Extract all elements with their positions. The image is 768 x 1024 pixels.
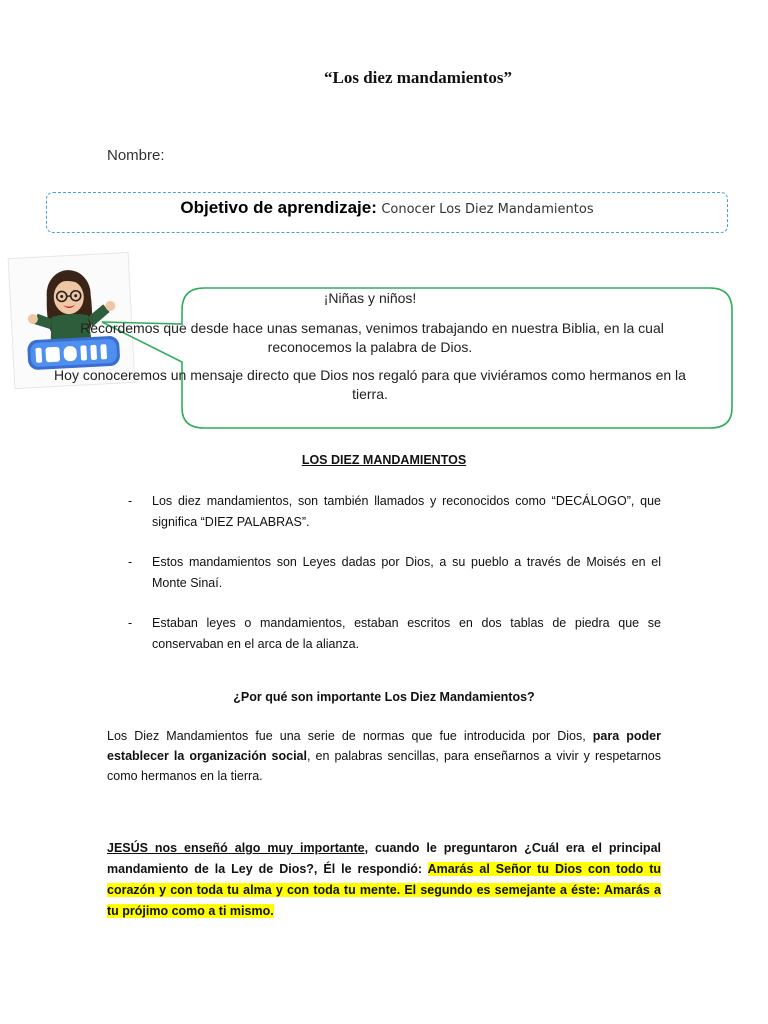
bubble-greeting: ¡Niñas y niños! — [323, 290, 417, 306]
bullet-list — [128, 491, 661, 674]
section-title: LOS DIEZ MANDAMIENTOS — [301, 453, 467, 467]
objective-label: Objetivo de aprendizaje: — [180, 198, 377, 217]
bullet-dash: - — [128, 555, 133, 569]
paragraph-part-2: , en palabras sencillas, para enseñarnos a vivir y respetarnos como hermanos en la tierra. — [107, 749, 661, 783]
list-item — [128, 552, 661, 594]
bubble-line-2: reconocemos la palabra de Dios. — [267, 339, 473, 355]
question-heading: ¿Por qué son importante Los Diez Mandamientos? — [233, 690, 535, 704]
document-title: “Los diez mandamientos” — [324, 68, 512, 87]
paragraph-part-1: Los Diez Mandamientos fue una serie de normas que fue introducida por Dios, — [107, 729, 593, 743]
jesus-middle: , cuando le preguntaron ¿Cuál era el principal mandamiento de la Ley de Dios?, Él le respondió: — [107, 841, 661, 876]
bullet-text: Estaban leyes o mandamientos, estaban escritos en dos tablas de piedra que se conservaban en el arca de la alianza. — [152, 616, 661, 651]
bullet-dash: - — [128, 494, 133, 508]
bullet-text: Estos mandamientos son Leyes dadas por Dios, a su pueblo a través de Moisés en el Monte Sinaí. — [152, 555, 661, 590]
bullet-text: Los diez mandamientos, son también llamados y reconocidos como “DECÁLOGO”, que significa “DIEZ PALABRAS”. — [152, 494, 661, 529]
paragraph-bold: para poder establecer la organización social — [107, 729, 661, 763]
nombre-label: Nombre: — [107, 147, 165, 164]
importance-paragraph — [107, 726, 661, 786]
jesus-paragraph — [107, 838, 661, 922]
list-item — [128, 613, 661, 655]
list-item — [128, 491, 661, 533]
objective-value: Conocer Los Diez Mandamientos — [381, 202, 594, 217]
bullet-dash: - — [128, 616, 133, 630]
bubble-line-3: Hoy conoceremos un mensaje directo que Dios nos regaló para que viviéramos como hermanos en la — [54, 367, 686, 383]
objective-box — [46, 192, 728, 233]
bubble-line-4: tierra. — [352, 386, 388, 402]
bubble-line-1: Recordemos que desde hace unas semanas, venimos trabajando en nuestra Biblia, en la cual — [80, 320, 664, 336]
jesus-highlight: Amarás al Señor tu Dios con todo tu corazón y con toda tu alma y con toda tu mente. El segundo es semejante a éste: Amarás a tu prójimo como a ti mismo. — [107, 862, 661, 918]
jesus-underlined: JESÚS nos enseñó algo muy importante — [107, 841, 365, 855]
